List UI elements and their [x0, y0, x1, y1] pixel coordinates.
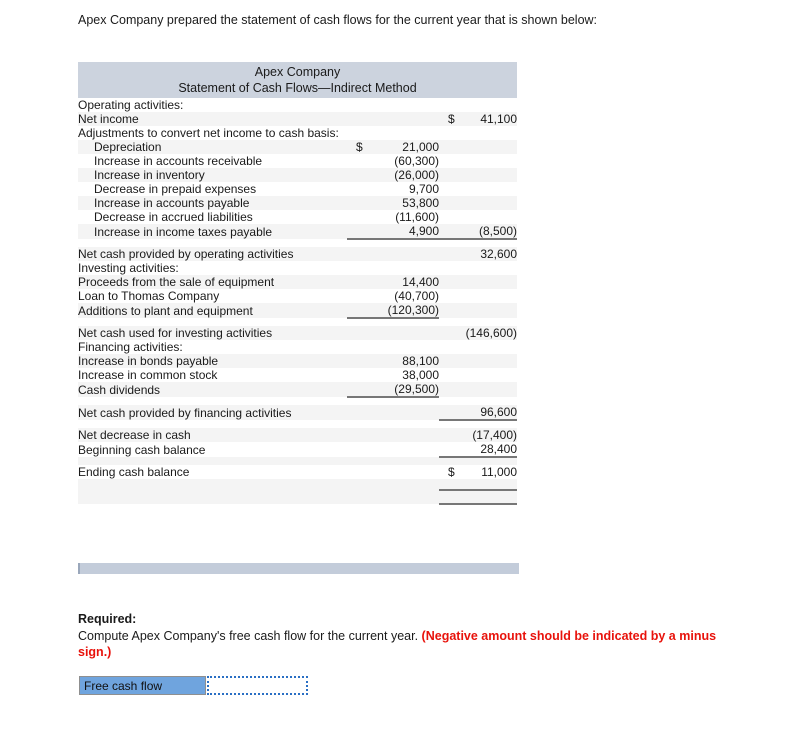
currency-symbol: $ — [448, 112, 455, 126]
row-amount-col1: 88,100 — [347, 354, 439, 368]
row-label: Cash dividends — [78, 382, 347, 397]
required-heading: Required: — [78, 612, 137, 626]
row-amount-col2 — [439, 98, 517, 112]
row-amount-col1: 53,800 — [347, 196, 439, 210]
row-amount-col2 — [439, 210, 517, 224]
table-row — [78, 405, 517, 420]
subtotal-rule-financing — [78, 397, 517, 405]
rule-col2 — [439, 457, 517, 465]
double-rule-row — [78, 490, 517, 504]
table-row — [78, 210, 517, 224]
required-text: Compute Apex Company's free cash flow for the current year. — [78, 628, 419, 643]
row-amount-col2: 28,400 — [439, 442, 517, 457]
table-row — [78, 112, 517, 126]
intro-text: Apex Company prepared the statement of cash flows for the current year that is shown below: — [78, 13, 598, 27]
table-row — [78, 196, 517, 210]
row-label: Loan to Thomas Company — [78, 289, 347, 303]
amount-value: 11,000 — [481, 465, 518, 479]
statement-title-row-2 — [78, 80, 517, 98]
amount-value: 21,000 — [402, 140, 439, 154]
row-amount-col2 — [439, 303, 517, 318]
row-amount-col1 — [347, 442, 439, 457]
rule-spacer — [78, 457, 347, 465]
required-section — [78, 611, 718, 661]
rule-col1 — [347, 397, 439, 405]
row-label: Net cash provided by financing activities — [78, 405, 347, 420]
row-amount-col2 — [439, 354, 517, 368]
table-row — [78, 428, 517, 442]
row-label: Investing activities: — [78, 261, 347, 275]
table-row — [78, 98, 517, 112]
rule-spacer — [78, 318, 347, 326]
row-amount-col1: (26,000) — [347, 168, 439, 182]
rule-col1 — [347, 457, 439, 465]
row-amount-col1: (60,300) — [347, 154, 439, 168]
row-amount-col1: (29,500) — [347, 382, 439, 397]
row-label: Operating activities: — [78, 98, 347, 112]
row-amount-col2: (17,400) — [439, 428, 517, 442]
rule-spacer — [78, 239, 347, 247]
row-label: Increase in accounts payable — [78, 196, 347, 210]
row-label: Additions to plant and equipment — [78, 303, 347, 318]
rule-col2 — [439, 420, 517, 428]
rule-spacer — [78, 397, 347, 405]
table-row — [78, 289, 517, 303]
row-amount-col1: 9,700 — [347, 182, 439, 196]
row-amount-col1: 14,400 — [347, 275, 439, 289]
row-amount-col1 — [347, 405, 439, 420]
row-amount-col2 — [439, 465, 517, 479]
row-amount-col1: 4,900 — [347, 224, 439, 239]
row-amount-col1 — [347, 112, 439, 126]
row-label: Adjustments to convert net income to cash basis: — [78, 126, 347, 140]
row-amount-col2 — [439, 368, 517, 382]
table-row — [78, 247, 517, 261]
row-amount-col2 — [439, 289, 517, 303]
row-amount-col2 — [439, 340, 517, 354]
rule-col1 — [347, 420, 439, 428]
row-label: Increase in accounts receivable — [78, 154, 347, 168]
table-row — [78, 275, 517, 289]
row-amount-col2 — [439, 382, 517, 397]
statement-title-row-1 — [78, 62, 517, 80]
table-row — [78, 261, 517, 275]
table-row — [78, 303, 517, 318]
row-amount-col1 — [347, 340, 439, 354]
required-body — [78, 628, 718, 661]
rule-spacer — [78, 420, 347, 428]
row-amount-col1: (120,300) — [347, 303, 439, 318]
row-label: Net decrease in cash — [78, 428, 347, 442]
row-label: Financing activities: — [78, 340, 347, 354]
blank-row — [78, 479, 517, 490]
row-amount-col1 — [347, 465, 439, 479]
statement-title-line2: Statement of Cash Flows—Indirect Method — [78, 80, 517, 98]
table-row — [78, 140, 517, 154]
blank-cell — [439, 479, 517, 490]
row-amount-col1 — [347, 126, 439, 140]
subtotal-rule-investing — [78, 318, 517, 326]
rule-col1 — [347, 318, 439, 326]
row-label: Proceeds from the sale of equipment — [78, 275, 347, 289]
table-row — [78, 126, 517, 140]
row-amount-col2 — [439, 182, 517, 196]
row-label: Increase in bonds payable — [78, 354, 347, 368]
row-label: Beginning cash balance — [78, 442, 347, 457]
rule-col1 — [347, 490, 439, 504]
row-amount-col2 — [439, 261, 517, 275]
row-amount-col1 — [347, 326, 439, 340]
row-amount-col1 — [347, 247, 439, 261]
table-row — [78, 326, 517, 340]
answer-row — [79, 676, 308, 695]
row-amount-col1: 38,000 — [347, 368, 439, 382]
row-amount-col1 — [347, 261, 439, 275]
row-label: Net cash provided by operating activities — [78, 247, 347, 261]
row-amount-col2 — [439, 196, 517, 210]
rule-col1 — [347, 239, 439, 247]
required-note: (Negative amount should be indicated by a minus sign.) — [78, 628, 717, 659]
row-amount-col1 — [347, 98, 439, 112]
table-row — [78, 224, 517, 239]
table-row — [78, 168, 517, 182]
table-row — [78, 354, 517, 368]
blank-cell — [347, 479, 439, 490]
subtotal-rule-net-change — [78, 420, 517, 428]
row-label: Increase in inventory — [78, 168, 347, 182]
statement-title-line1: Apex Company — [78, 62, 517, 80]
table-row — [78, 382, 517, 397]
table-row — [78, 340, 517, 354]
row-label: Decrease in accrued liabilities — [78, 210, 347, 224]
table-row — [78, 465, 517, 479]
free-cash-flow-input[interactable] — [207, 676, 308, 695]
row-label: Increase in common stock — [78, 368, 347, 382]
currency-symbol: $ — [356, 140, 363, 154]
row-amount-col2: 96,600 — [439, 405, 517, 420]
row-label: Increase in income taxes payable — [78, 224, 347, 239]
rule-col2 — [439, 239, 517, 247]
table-row — [78, 442, 517, 457]
row-amount-col2: (146,600) — [439, 326, 517, 340]
row-amount-col2 — [439, 168, 517, 182]
table-row — [78, 368, 517, 382]
row-amount-col2 — [439, 112, 517, 126]
table-bottom-bar — [78, 563, 519, 574]
row-amount-col1: (11,600) — [347, 210, 439, 224]
cash-flow-statement — [78, 62, 517, 505]
rule-col2 — [439, 490, 517, 504]
subtotal-rule-ending — [78, 457, 517, 465]
row-amount-col1: (40,700) — [347, 289, 439, 303]
row-amount-col2: (8,500) — [439, 224, 517, 239]
row-amount-col2 — [439, 126, 517, 140]
row-label: Ending cash balance — [78, 465, 347, 479]
row-amount-col1 — [347, 140, 439, 154]
rule-spacer — [78, 490, 347, 504]
row-label: Net cash used for investing activities — [78, 326, 347, 340]
rule-col2 — [439, 397, 517, 405]
subtotal-rule-operating — [78, 239, 517, 247]
row-label: Decrease in prepaid expenses — [78, 182, 347, 196]
row-label: Depreciation — [78, 140, 347, 154]
row-amount-col2 — [439, 140, 517, 154]
rule-col2 — [439, 318, 517, 326]
row-label: Net income — [78, 112, 347, 126]
currency-symbol: $ — [448, 465, 455, 479]
row-amount-col1 — [347, 428, 439, 442]
row-amount-col2 — [439, 154, 517, 168]
row-amount-col2: 32,600 — [439, 247, 517, 261]
table-row — [78, 154, 517, 168]
table-row — [78, 182, 517, 196]
row-amount-col2 — [439, 275, 517, 289]
free-cash-flow-label: Free cash flow — [79, 676, 206, 695]
amount-value: 41,100 — [480, 112, 518, 126]
blank-cell — [78, 479, 347, 490]
